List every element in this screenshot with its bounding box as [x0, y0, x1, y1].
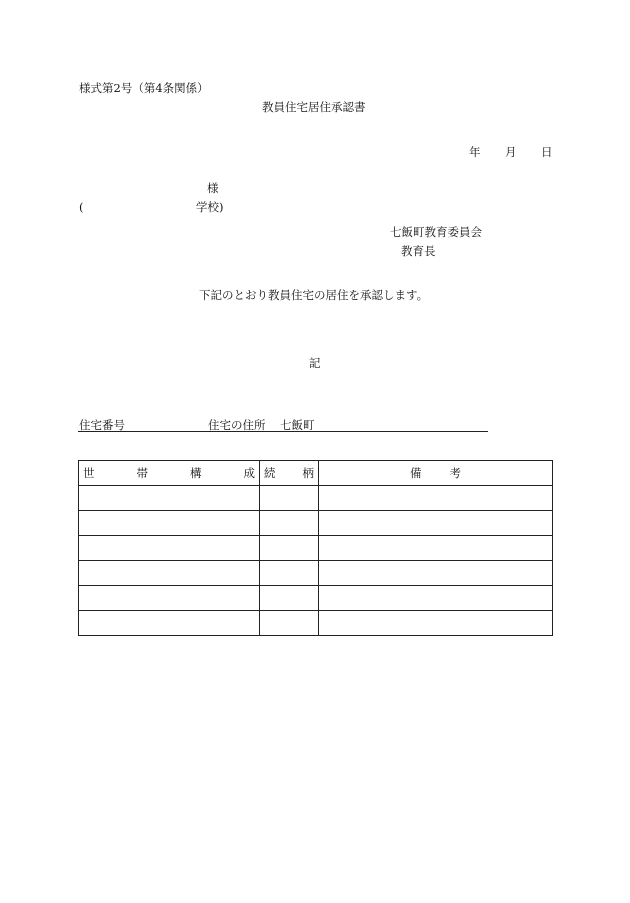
relation-cell[interactable] [260, 511, 319, 536]
remarks-cell[interactable] [319, 611, 553, 636]
house-address-label: 住宅の住所 [208, 418, 266, 432]
document-title: 教員住宅居住承認書 [262, 100, 366, 114]
table-row [79, 586, 553, 611]
household-cell[interactable] [79, 486, 260, 511]
issuer-organization: 七飯町教育委員会 [390, 225, 482, 239]
household-cell[interactable] [79, 611, 260, 636]
household-cell[interactable] [79, 536, 260, 561]
household-cell[interactable] [79, 586, 260, 611]
household-cell[interactable] [79, 511, 260, 536]
date-day: 日 [541, 145, 553, 159]
house-underline [78, 431, 488, 432]
form-number: 様式第2号（第4条関係） [79, 81, 209, 95]
household-table [78, 460, 553, 636]
date-month: 月 [505, 145, 517, 159]
remarks-cell[interactable] [319, 511, 553, 536]
relation-cell[interactable] [260, 486, 319, 511]
remarks-cell[interactable] [319, 486, 553, 511]
ki-label: 記 [309, 356, 321, 370]
remarks-cell[interactable] [319, 561, 553, 586]
table-row [79, 611, 553, 636]
table-row [79, 486, 553, 511]
relation-cell[interactable] [260, 536, 319, 561]
addressee-sama: 様 [207, 181, 219, 195]
table-row [79, 561, 553, 586]
remarks-cell[interactable] [319, 586, 553, 611]
house-address-value: 七飯町 [280, 418, 315, 432]
household-cell[interactable] [79, 561, 260, 586]
remarks-cell[interactable] [319, 536, 553, 561]
relation-cell[interactable] [260, 586, 319, 611]
table-header-row [79, 461, 553, 486]
school-open-paren: ( [79, 200, 84, 214]
relation-cell[interactable] [260, 611, 319, 636]
house-number-label: 住宅番号 [79, 418, 125, 432]
issuer-role: 教育長 [401, 244, 436, 258]
relation-cell[interactable] [260, 561, 319, 586]
table-row [79, 511, 553, 536]
table-row [79, 536, 553, 561]
header-household-composition: 世 帯 構 成 [79, 461, 260, 486]
header-remarks: 備 考 [319, 461, 553, 486]
date-year: 年 [469, 145, 481, 159]
school-label: 学校) [196, 200, 224, 214]
header-relationship: 続 柄 [260, 461, 319, 486]
body-text: 下記のとおり教員住宅の居住を承認します。 [199, 288, 429, 302]
